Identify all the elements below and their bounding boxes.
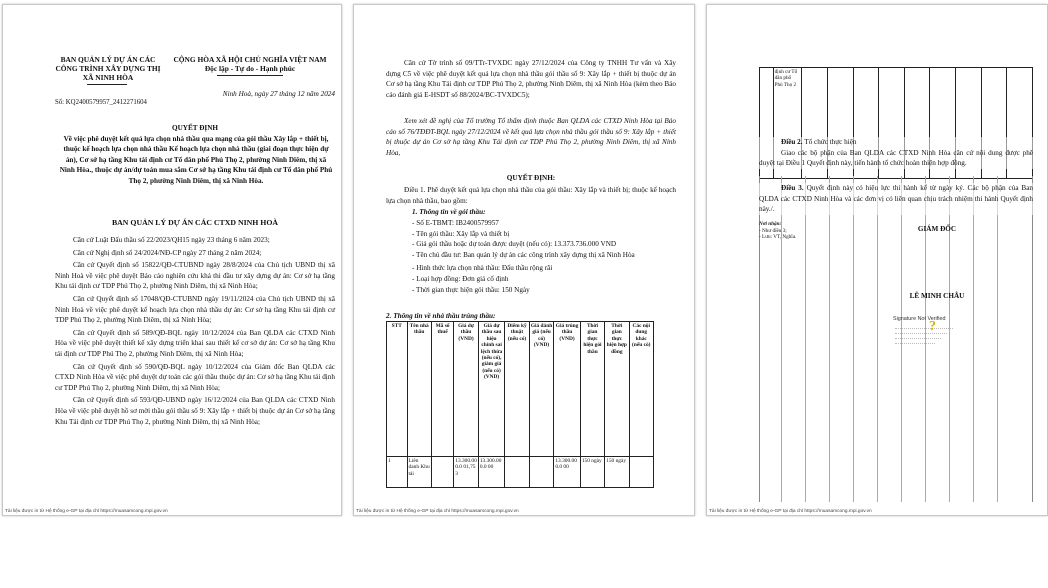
column-header: Tên nhà thầu <box>407 322 431 457</box>
table-cell: Liên danh Khu tái <box>407 457 431 488</box>
info-line: - Hình thức lựa chọn nhà thầu: Đấu thầu rộng rãi <box>412 264 553 273</box>
article-1: Điều 1. Phê duyệt kết quả lựa chọn nhà thầu của gói thầu: Xây lắp và thiết bị; thuộc kế hoạch lựa chọn nhà thầu, bao gồm: <box>386 186 676 205</box>
basis-item: Căn cứ Quyết định số 15822/QĐ-CTUBND ngày 28/8/2024 của Chủ tịch UBND thị xã Ninh Hoà về việc phê duyệt Báo cáo nghiên cứu khả thi đầu tư xây dựng dự án: Cơ sở hạ tầng Khu tái định cư TDP Phú Thọ 2, phường Ninh Diêm, thị xã Ninh Hòa; <box>55 261 335 291</box>
document-page-1 <box>2 4 342 516</box>
winning-bidder-table <box>386 321 654 488</box>
column-header: Thời gian thực hiện gói thầu <box>580 322 604 457</box>
column-header: STT <box>387 322 408 457</box>
table-cell <box>529 457 554 488</box>
national-motto: Độc lập - Tự do - Hạnh phúc <box>204 64 296 73</box>
page-footer: Tài liệu được in từ Hệ thống e-GP tại địa chỉ https://muasamcong.mpi.gov.vn <box>709 509 872 514</box>
table-cell <box>505 457 529 488</box>
signature-status: Signature Not Verified <box>893 316 946 322</box>
basis-item: Căn cứ Luật Đấu thầu số 22/2023/QH15 ngày 23 tháng 6 năm 2023; <box>73 236 270 244</box>
legal-basis-list <box>55 235 335 427</box>
document-page-3 <box>706 4 1048 516</box>
signature-check-icon: ? <box>929 319 936 334</box>
issuing-organization: BAN QUẢN LÝ DỰ ÁN CÁC CÔNG TRÌNH XÂY DỰNG THỊ XÃ NINH HÒA <box>55 55 161 82</box>
recipient-item: - Như điều 3; <box>759 227 787 234</box>
table-cell: 13.300.000.0 00 <box>478 457 504 488</box>
article-3-title: Điều 3. <box>781 184 804 192</box>
page-footer: Tài liệu được in từ Hệ thống e-GP tại địa chỉ https://muasamcong.mpi.gov.vn <box>5 509 168 514</box>
recipient-item: - Lưu: VT, Nghĩa. <box>759 234 797 241</box>
article-2 <box>759 137 1033 169</box>
article-2-title: Điều 2. <box>781 138 803 146</box>
document-page-2 <box>353 4 695 516</box>
table-cell: 1 <box>387 457 408 488</box>
section-1-title: 1. Thông tin về gói thầu: <box>412 208 486 216</box>
column-header: Các nội dung khác (nếu có) <box>629 322 653 457</box>
table-cell <box>431 457 453 488</box>
page-footer: Tài liệu được in từ Hệ thống e-GP tại địa chỉ https://muasamcong.mpi.gov.vn <box>356 509 519 514</box>
authority-heading: BAN QUẢN LÝ DỰ ÁN CÁC CTXD NINH HOÀ <box>111 218 279 227</box>
info-line: - Số E-TBMT: IB2400579957 <box>412 219 499 227</box>
column-header: Thời gian thực hiện hợp đồng <box>605 322 629 457</box>
proposal-paragraph: Xem xét đề nghị của Tổ trưởng Tổ thẩm định thuộc Ban QLDA các CTXD Ninh Hòa tại Báo cáo số 76/TĐĐT-BQL ngày 27/12/2024 về kết quả lựa chọn nhà thầu gói thầu số 9: Xây lắp + thiết bị thuộc dự án Cơ sở hạ tầng Khu Tái định cư TDP Phú Thọ 2, phường Ninh Diêm, thị xã Ninh Hòa, <box>386 117 676 157</box>
national-title: CỘNG HÒA XÃ HỘI CHỦ NGHĨA VIỆT NAM <box>173 55 327 64</box>
table-header-row <box>387 322 654 457</box>
column-header: Giá trúng thầu (VND) <box>554 322 580 457</box>
document-subject: Về việc phê duyệt kết quả lựa chọn nhà thầu qua mạng của gói thầu Xây lắp + thiết bị, thuộc kế hoạch lựa chọn nhà thầu Kế hoạch lựa chọn nhà thầu (giai đoạn thực hiện dự án), Cơ sở hạ tầng Khu tái định cư Tổ dân phố Phú Thọ 2, phường Ninh Diêm, thị xã Ninh Hòa., thuộc dự án/dự toán mua sắm Cơ sở hạ tầng Khu tái định cư Tổ dân phố Phú Thọ 2, phường Ninh Diêm, thị xã Ninh Hòa. <box>59 135 333 185</box>
table-cell: 13.300.000.0 00 <box>554 457 580 488</box>
basis-item: Căn cứ Quyết định số 589/QĐ-BQL ngày 10/12/2024 của Ban QLDA các CTXD Ninh Hòa về việc phê duyệt thiết kế xây dựng triển khai sau thiết kế cơ sở dự án: Cơ sở hạ tầng Khu tái định cư TDP Phú Thọ 2, phường Ninh Diêm, thị xã Ninh Hòa; <box>55 328 335 358</box>
article-2-text: Giao các bộ phận của Ban QLDA các CTXD Ninh Hòa căn cứ nội dung được phê duyệt tại Điều 1 Quyết định này, tiến hành tổ chức hoàn thiện hợp đồng. <box>759 148 1033 168</box>
document-number: Số: KQ2400579957_2412271604 <box>55 99 147 106</box>
column-header: Giá dự thầu (VND) <box>454 322 479 457</box>
column-header: Mã số thuế <box>431 322 453 457</box>
basis-continued: Căn cứ Tờ trình số 09/TTr-TVXDC ngày 27/12/2024 của Công ty TNHH Tư vấn và Xây dựng C5 về việc phê duyệt kết quả lựa chọn nhà thầu gói thầu số 9: Xây lắp + thiết bị thuộc dự án Cơ sở hạ tầng Khu Tái định cư TDP Phú Thọ 2, phường Ninh Diêm, thị xã Ninh Hòa (kèm theo Báo cáo đánh giá E-HSDT số 88/2024/BC-TVXDC5); <box>386 59 676 99</box>
document-title: QUYẾT ĐỊNH <box>172 124 218 132</box>
basis-item: Căn cứ Nghị định số 24/2024/NĐ-CP ngày 27 tháng 2 năm 2024; <box>73 248 262 257</box>
table-cell: 13.300.000.0 01,753 <box>454 457 479 488</box>
table-row <box>387 457 654 488</box>
table-cell: định cư Tổ dân phố Phú Thọ 2 <box>773 68 802 179</box>
bid-package-info <box>386 218 676 295</box>
article-2-heading: Tổ chức thực hiện <box>804 138 857 146</box>
section-2-title: 2. Thông tin về nhà thầu trúng thầu: <box>386 312 496 320</box>
info-line: - Thời gian thực hiện gói thầu: 150 Ngày <box>412 285 530 294</box>
column-header: Giá đánh giá (nếu có) (VND) <box>529 322 554 457</box>
recipients-block <box>759 221 849 241</box>
decision-heading: QUYẾT ĐỊNH: <box>506 174 556 182</box>
table-cell <box>629 457 653 488</box>
signer-name: LÊ MINH CHÂU <box>909 292 965 300</box>
signer-title: GIÁM ĐỐC <box>917 225 957 233</box>
recipients-title: Nơi nhận: <box>759 221 782 227</box>
place-date: Ninh Hoà, ngày 27 tháng 12 năm 2024 <box>222 90 335 98</box>
org-underline <box>87 84 127 85</box>
article-3-text: Quyết định này có hiệu lực thi hành kể từ ngày ký. Các bộ phận của Ban QLDA các CTXD Ninh Hòa và các đơn vị có liên quan chịu trách nhiệm thi hành Quyết định này./. <box>759 184 1034 214</box>
info-line: - Tên gói thầu: Xây lắp và thiết bị <box>412 229 510 238</box>
column-header: Giá dự thầu sau hiệu chỉnh sai lệch thừa (nếu có), giảm giá (nếu có) (VND) <box>478 322 504 457</box>
info-line: - Loại hợp đồng: Đơn giá cố định <box>412 274 509 283</box>
motto-underline <box>217 75 283 76</box>
table-cell: 150 ngày <box>605 457 629 488</box>
basis-item: Căn cứ Quyết định số 17048/QĐ-CTUBND ngày 19/11/2024 của Chủ tịch UBND thị xã Ninh Hoà về việc phê duyệt kế hoạch lựa chọn nhà thầu dự án: Cơ sở hạ tầng Khu tái định cư TDP Phú Thọ 2, phường Ninh Diêm, thị xã Ninh Hòa; <box>55 294 335 325</box>
column-header: Điểm kỹ thuật (nếu có) <box>505 322 529 457</box>
basis-item: Căn cứ Quyết định số 593/QĐ-UBND ngày 16/12/2024 của Ban QLDA các CTXD Ninh Hòa về việc phê duyệt hồ sơ mời thầu gói thầu số 9: Xây lắp + thiết bị thuộc dự án Cơ sở hạ tầng Khu Tái định cư TDP Phú Thọ 2, phường Ninh Diêm, thị xã Ninh Hòa; <box>55 396 335 426</box>
info-line: - Tên chủ đầu tư: Ban quản lý dự án các công trình xây dựng thị xã Ninh Hòa <box>412 250 635 259</box>
article-3 <box>759 183 1033 215</box>
info-line: - Giá gói thầu hoặc dự toán được duyệt (nếu có): 13.373.736.000 VND <box>412 240 617 249</box>
basis-item: Căn cứ Quyết định số 590/QĐ-BQL ngày 10/12/2024 của Giám đốc Ban QLDA các CTXD Ninh Hòa về việc phê duyệt dự toán các gói thầu thuộc dự án: Cơ sở hạ tầng Khu tái định cư TDP Phú Thọ 2, phường Ninh Diêm, thị xã Ninh Hòa; <box>55 362 335 392</box>
table-cell: 150 ngày <box>580 457 604 488</box>
